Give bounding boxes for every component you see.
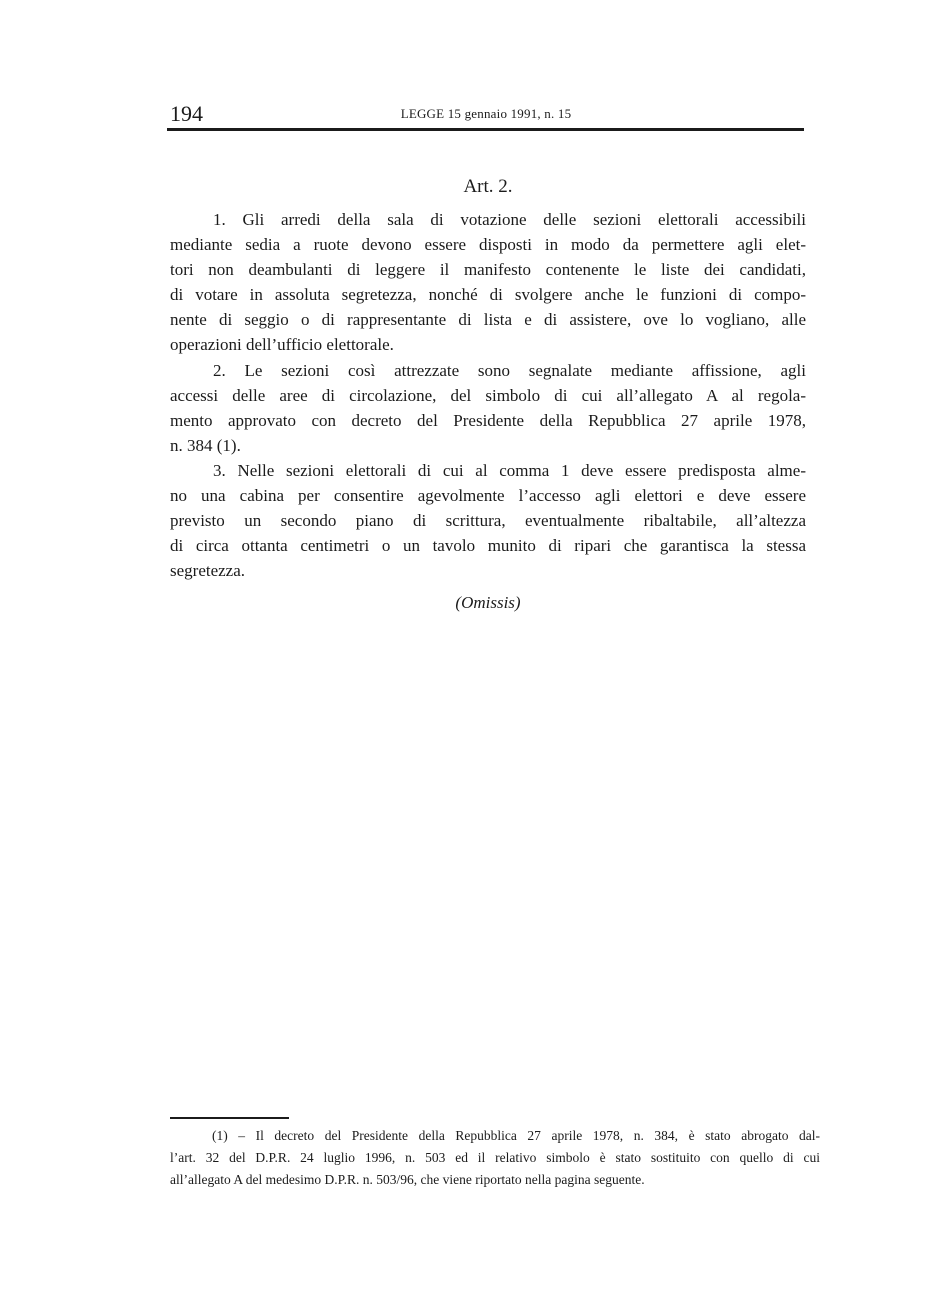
footnote-rule — [170, 1117, 289, 1119]
page-number: 194 — [170, 101, 203, 126]
text-line: no una cabina per consentire agevolmente l’accesso agli elettori e deve essere — [170, 486, 806, 506]
article-paragraphs — [170, 207, 806, 583]
omissis-note: (Omissis) — [455, 593, 521, 613]
footnote-text — [170, 1125, 820, 1190]
text-line: (1) – Il decreto del Presidente della Repubblica 27 aprile 1978, n. 384, è stato abrogato dal- — [212, 1128, 820, 1143]
text-line: mento approvato con decreto del Presidente della Repubblica 27 aprile 1978, — [170, 410, 806, 430]
text-line: accessi delle aree di circolazione, del simbolo di cui all’allegato A al regola- — [170, 385, 806, 405]
text-line: mediante sedia a ruote devono essere disposti in modo da permettere agli elet- — [170, 235, 806, 255]
running-head: LEGGE 15 gennaio 1991, n. 15 — [400, 106, 572, 121]
text-line: tori non deambulanti di leggere il manifesto contenente le liste dei candidati, — [170, 260, 806, 280]
paragraph — [170, 358, 806, 458]
text-line: all’allegato A del medesimo D.P.R. n. 503/96, che viene riportato nella pagina seguente. — [170, 1171, 645, 1187]
article-title: Art. 2. — [463, 176, 513, 197]
text-line: 3. Nelle sezioni elettorali di cui al comma 1 deve essere predisposta alme- — [213, 460, 806, 480]
paragraph — [170, 1125, 820, 1190]
article-body — [170, 174, 806, 613]
paragraph — [170, 458, 806, 583]
text-line: 2. Le sezioni così attrezzate sono segnalate mediante affissione, agli — [213, 360, 806, 380]
text-line: previsto un secondo piano di scrittura, eventualmente ribaltabile, all’altezza — [170, 511, 806, 531]
text-line: operazioni dell’ufficio elettorale. — [170, 335, 394, 355]
text-line: di circa ottanta centimetri o un tavolo munito di ripari che garantisca la stessa — [170, 536, 806, 556]
header-rule — [167, 128, 804, 131]
text-line: 1. Gli arredi della sala di votazione delle sezioni elettorali accessibili — [213, 210, 806, 229]
text-line: n. 384 (1). — [170, 435, 241, 455]
text-line: segretezza. — [170, 561, 246, 581]
text-line: l’art. 32 del D.P.R. 24 luglio 1996, n. 503 ed il relativo simbolo è stato sostituito con quello di cui — [170, 1149, 820, 1165]
paragraph — [170, 207, 806, 358]
text-line: di votare in assoluta segretezza, nonché di svolgere anche le funzioni di compo- — [170, 285, 806, 305]
text-line: nente di seggio o di rappresentante di lista e di assistere, ove lo vogliano, alle — [170, 310, 806, 330]
